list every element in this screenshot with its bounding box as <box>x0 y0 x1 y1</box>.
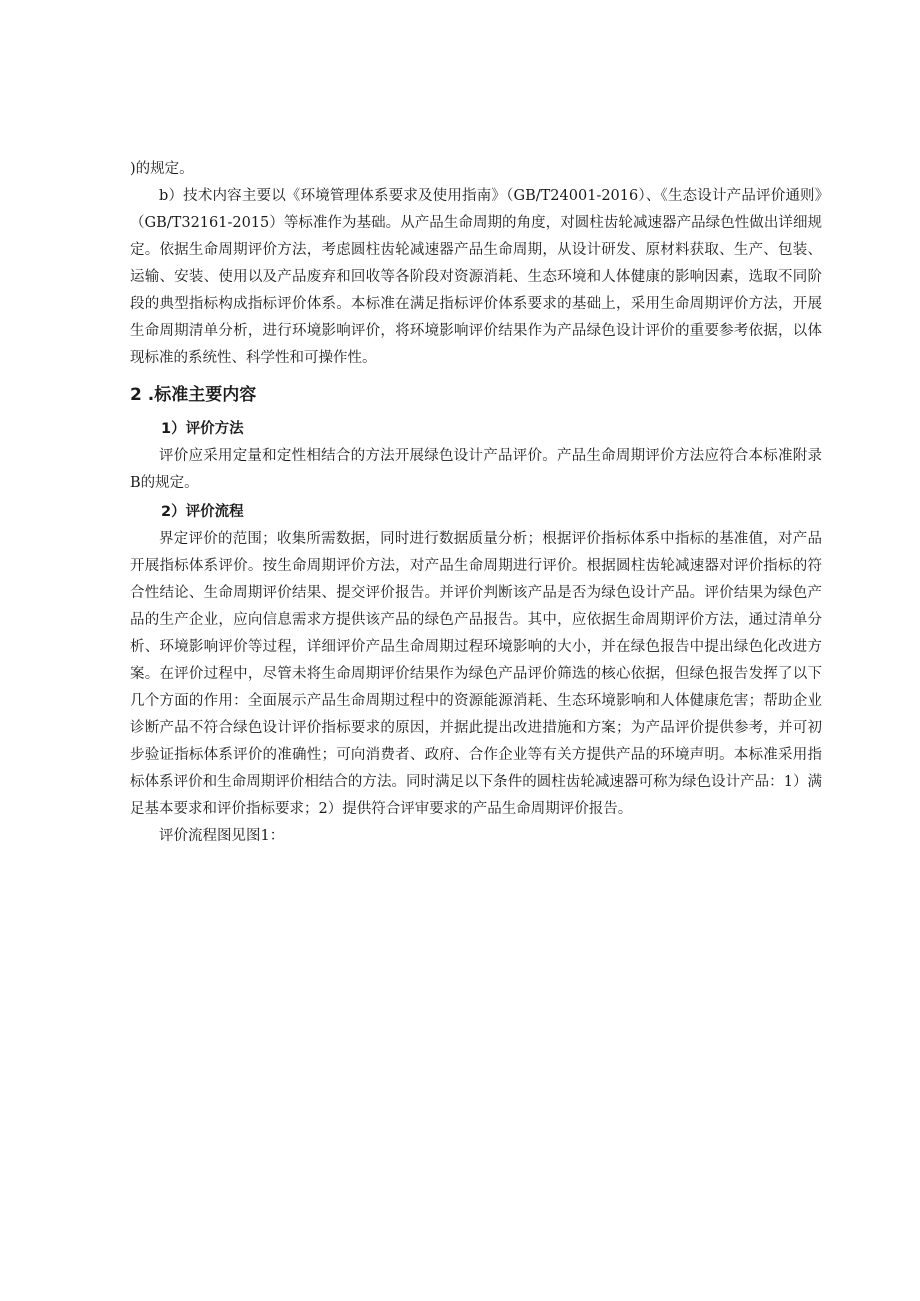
section-heading-main-content: 2 .标准主要内容 <box>130 385 257 405</box>
document-body <box>130 156 822 850</box>
paragraph-continuation: )的规定。 <box>130 161 194 177</box>
subheading-evaluation-process: 2）评价流程 <box>161 504 244 520</box>
paragraph-technical-basis: b）技术内容主要以《环境管理体系要求及使用指南》（GB/T24001-2016）、《生态设计产品评价通则》（GB/T32161-2015）等标准作为基础。从产品生命周期的角度，对圆柱齿轮减速器产品绿色性做出详细规定。依据生命周期评价方法，考虑圆柱齿轮减速器产品生命周期，从设计研发、原材料获取、生产、包装、运输、安装、使用以及产品废弃和回收等各阶段对资源消耗、生态环境和人体健康的影响因素，选取不同阶段的典型指标构成指标评价体系。本标准在满足指标评价体系要求的基础上，采用生命周期评价方法，开展生命周期清单分析，进行环境影响评价，将环境影响评价结果作为产品绿色设计评价的重要参考依据，以体现标准的系统性、科学性和可操作性。 <box>130 188 822 366</box>
subheading-evaluation-method: 1）评价方法 <box>161 421 244 437</box>
paragraph-figure-reference: 评价流程图见图1： <box>159 828 285 844</box>
paragraph-evaluation-method: 评价应采用定量和定性相结合的方法开展绿色设计产品评价。产品生命周期评价方法应符合本标准附录B的规定。 <box>130 448 822 491</box>
paragraph-evaluation-process: 界定评价的范围；收集所需数据，同时进行数据质量分析；根据评价指标体系中指标的基准值，对产品开展指标体系评价。按生命周期评价方法，对产品生命周期进行评价。根据圆柱齿轮减速器对评价指标的符合性结论、生命周期评价结果、提交评价报告。并评价判断该产品是否为绿色设计产品。评价结果为绿色产品的生产企业，应向信息需求方提供该产品的绿色产品报告。其中，应依据生命周期评价方法，通过清单分析、环境影响评价等过程，详细评价产品生命周期过程环境影响的大小，并在绿色报告中提出绿色化改进方案。在评价过程中，尽管未将生命周期评价结果作为绿色产品评价筛选的核心依据，但绿色报告发挥了以下几个方面的作用：全面展示产品生命周期过程中的资源能源消耗、生态环境影响和人体健康危害；帮助企业诊断产品不符合绿色设计评价指标要求的原因，并据此提出改进措施和方案；为产品评价提供参考，并可初步验证指标体系评价的准确性；可向消费者、政府、合作企业等有关方提供产品的环境声明。本标准采用指标体系评价和生命周期评价相结合的方法。同时满足以下条件的圆柱齿轮减速器可称为绿色设计产品：1）满足基本要求和评价指标要求；2）提供符合评审要求的产品生命周期评价报告。 <box>130 531 822 817</box>
